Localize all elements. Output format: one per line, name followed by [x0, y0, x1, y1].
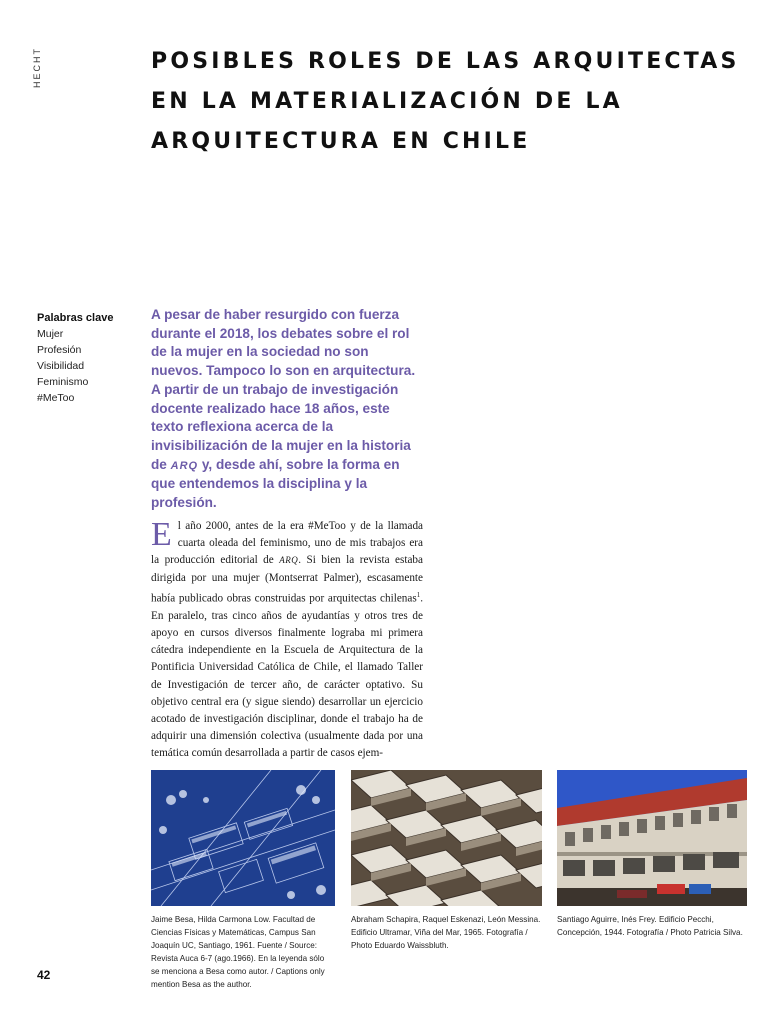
- keyword-item: Visibilidad: [37, 360, 85, 372]
- body-paragraph-cont: . Si bien la revista estaba dirigida por una mujer (Montserrat Palmer), escasamente había publicado obras construidas por arquitectas chilenas: [151, 554, 423, 605]
- keywords-block: [37, 310, 137, 406]
- arq-journal-name: ARQ: [170, 459, 199, 472]
- footnote-marker: 1: [416, 590, 421, 599]
- facade-photo-image: [557, 770, 747, 906]
- figure-campus-san-joaquin: [151, 770, 335, 991]
- keyword-item: #MeToo: [37, 392, 75, 404]
- blueprint-drawing-image: [151, 770, 335, 906]
- figure-caption: Santiago Aguirre, Inés Frey. Edificio Pecchi, Concepción, 1944. Fotografía / Photo Patricia Silva.: [557, 915, 743, 937]
- author-running-head: HECHT: [32, 47, 42, 88]
- figure-edificio-ultramar: [351, 770, 542, 952]
- figure-edificio-pecchi: [557, 770, 747, 939]
- figure-caption: Abraham Schapira, Raquel Eskenazi, León Messina. Edificio Ultramar, Viña del Mar, 1965. Fotografía / Photo Eduardo Waissbluth.: [351, 915, 541, 950]
- body-paragraph-end: . En paralelo, tras cinco años de ayudantías y otros tres de apoyo en cursos diversos finalmente lograba mi primera cátedra independiente en la Escuela de Arquitectura de la Pontificia Universidad Católica de Chile, el llamado Taller de Investigación de tercer año, de carácter optativo. Su objetivo central era (y sigue siendo) desarrollar un ejercicio acotado de investigación disciplinar, donde el trabajo ha de adquirir una dimensión colectiva (usualmente dada por una temática común desarrollada a partir de casos ejem-: [151, 592, 423, 760]
- arq-journal-name-body: ARQ: [279, 555, 299, 566]
- article-title: POSIBLES ROLES DE LAS ARQUITECTAS EN LA MATERIALIZACIÓN DE LA ARQUITECTURA EN CHILE: [151, 49, 740, 154]
- figure-caption: Jaime Besa, Hilda Carmona Low. Facultad de Ciencias Físicas y Matemáticas, Campus San Joaquín UC, Santiago, 1961. Fuente / Source: Revista Auca 6-7 (ago.1966). En la leyenda sólo se menciona a Besa como autor. / Captions only mention Besa as the author.: [151, 915, 325, 989]
- drop-cap: E: [151, 516, 172, 553]
- page-number: 42: [37, 968, 51, 982]
- abstract-text-end: y, desde ahí, sobre la forma en que entendemos la disciplina y la profesión.: [151, 456, 400, 511]
- balconies-photo-image: [351, 770, 542, 906]
- body-text: [151, 518, 423, 763]
- body-paragraph: l año 2000, antes de la era #MeToo y de la llamada cuarta oleada del feminismo, uno de mis trabajos era la producción editorial de: [151, 520, 423, 567]
- keyword-item: Feminismo: [37, 376, 89, 388]
- keywords-label: Palabras clave: [37, 312, 114, 324]
- running-head: [32, 48, 52, 108]
- keyword-item: Mujer: [37, 328, 64, 340]
- abstract: [151, 306, 416, 513]
- keywords-list: [37, 326, 137, 406]
- abstract-text: A pesar de haber resurgido con fuerza durante el 2018, los debates sobre el rol de la mujer en la sociedad no son nuevos. Tampoco lo son en arquitectura. A partir de un trabajo de investigación docente realizado hace 18 años, este texto reflexiona acerca de la invisibilización de la mujer en la historia de: [151, 307, 416, 472]
- keyword-item: Profesión: [37, 344, 82, 356]
